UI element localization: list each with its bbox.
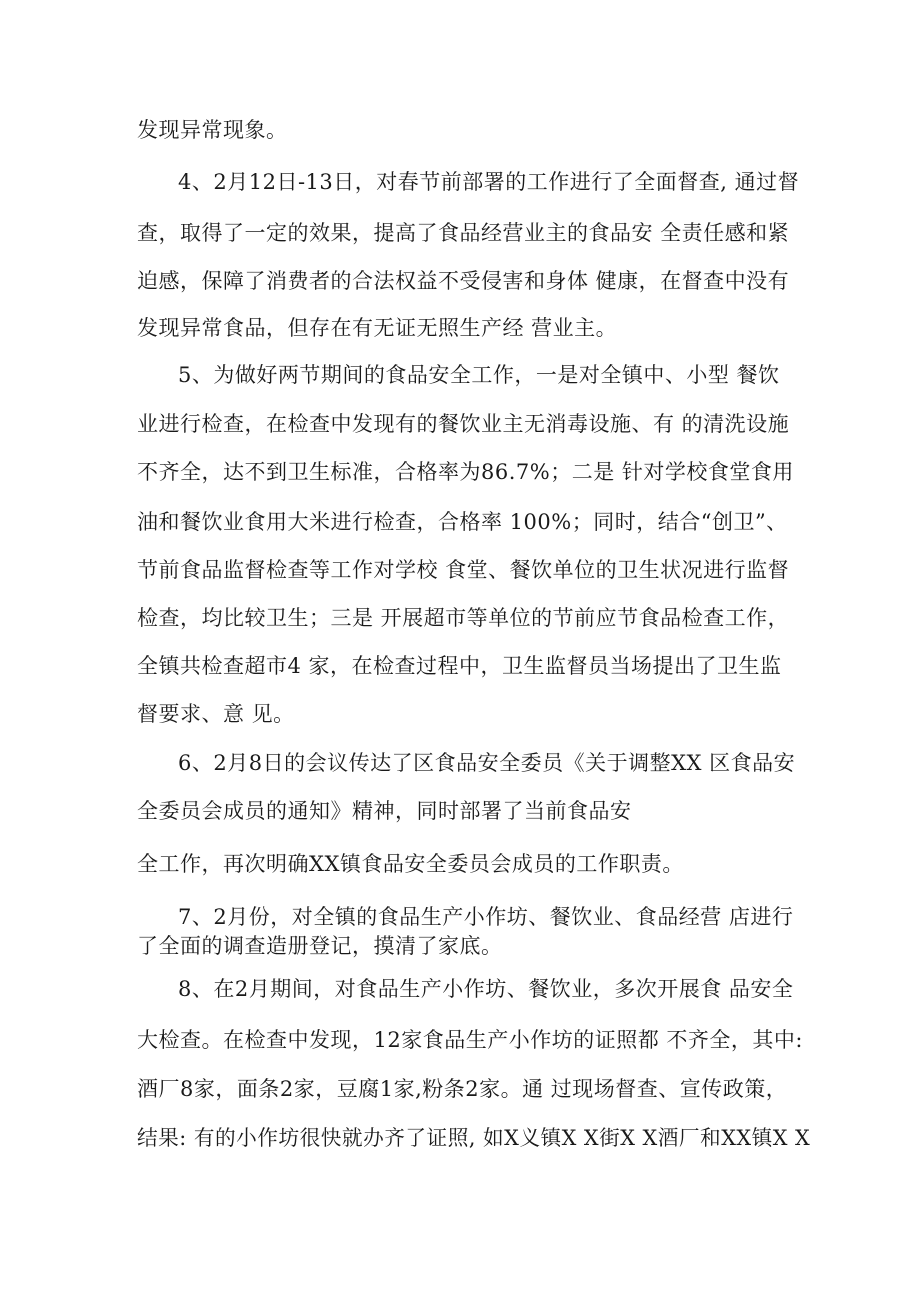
text-line: 全委员会成员的通知》精神，同时部署了当前食品安 xyxy=(137,799,632,823)
text-line: 油和餐饮业食用大米进行检查，合格率 100%；同时，结合“创卫”、 xyxy=(137,510,788,534)
text-line: 酒厂8家，面条2家，豆腐1家,粉条2家。通 过现场督查、宣传政策， xyxy=(137,1077,788,1101)
text-line: 了全面的调查造册登记，摸清了家底。 xyxy=(137,934,503,958)
text-line: 检查，均比较卫生；三是 开展超市等单位的节前应节食品检查工作， xyxy=(137,606,790,630)
text-line: 5、为做好两节期间的食品安全工作，一是对全镇中、小型 餐饮 xyxy=(178,363,780,387)
text-line: 大检查。在检查中发现，12家食品生产小作坊的证照都 不齐全，其中: xyxy=(137,1028,803,1052)
text-line: 发现异常现象。 xyxy=(137,118,288,142)
text-line: 督要求、意 见。 xyxy=(137,702,295,726)
text-line: 4、2月12日-13日，对春节前部署的工作进行了全面督查, 通过督 xyxy=(178,170,800,194)
text-line: 7、2月份，对全镇的食品生产小作坊、餐饮业、食品经营 店进行 xyxy=(178,905,794,929)
text-line: 业进行检查，在检查中发现有的餐饮业主无消毒设施、有 的清洗设施 xyxy=(137,412,790,436)
text-line: 结果: 有的小作坊很快就办齐了证照, 如X义镇X X街X X酒厂和XX镇X X xyxy=(137,1126,811,1150)
text-line: 迫感，保障了消费者的合法权益不受侵害和身体 健康，在督查中没有 xyxy=(137,269,790,293)
text-line: 节前食品监督检查等工作对学校 食堂、餐饮单位的卫生状况进行监督 xyxy=(137,558,790,582)
text-line: 全镇共检查超市4 家，在检查过程中，卫生监督员当场提出了卫生监 xyxy=(137,654,782,678)
text-line: 全工作，再次明确XX镇食品安全委员会成员的工作职责。 xyxy=(137,852,684,876)
text-line: 发现异常食品，但存在有无证无照生产经 营业主。 xyxy=(137,316,618,340)
text-line: 6、2月8日的会议传达了区食品安全委员《关于调整XX 区食品安 xyxy=(178,751,796,775)
text-line: 8、在2月期间，对食品生产小作坊、餐饮业，多次开展食 品安全 xyxy=(178,977,794,1001)
text-line: 不齐全，达不到卫生标准，合格率为86.7%；二是 针对学校食堂食用 xyxy=(137,460,794,484)
text-line: 查，取得了一定的效果，提高了食品经营业主的食品安 全责任感和紧 xyxy=(137,221,790,245)
